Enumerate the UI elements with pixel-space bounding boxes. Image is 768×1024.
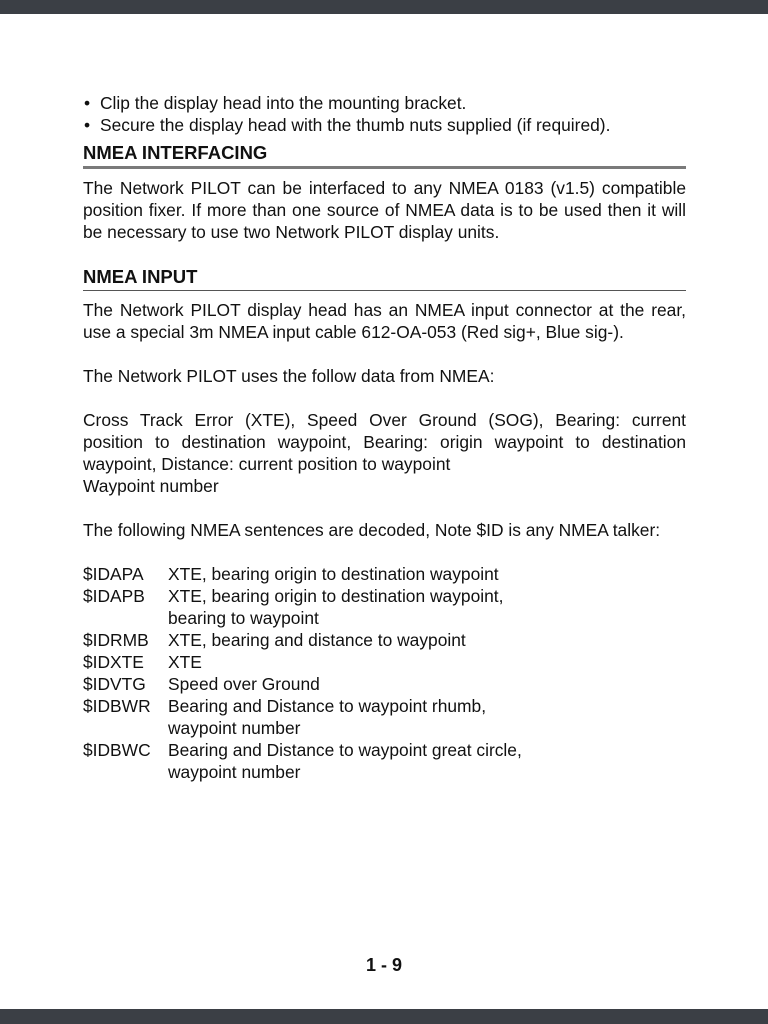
section-heading-nmea-input: NMEA INPUT	[83, 266, 686, 291]
bottom-bar	[0, 1009, 768, 1024]
sentence-description-line: Bearing and Distance to waypoint great circle,	[168, 740, 522, 760]
sentence-description	[168, 585, 686, 629]
sentence-row	[83, 651, 686, 673]
sentence-description	[168, 673, 686, 695]
sentence-code: $IDBWR	[83, 696, 151, 716]
sentence-description-line: waypoint number	[168, 718, 301, 738]
sentence-description	[168, 651, 686, 673]
bullet-item: • Secure the display head with the thumb nuts supplied (if required).	[83, 114, 686, 136]
sentence-description-line: bearing to waypoint	[168, 608, 319, 628]
section-heading-nmea-interfacing: NMEA INTERFACING	[83, 142, 686, 169]
data-list-text: Cross Track Error (XTE), Speed Over Ground (SOG), Bearing: current position to destination waypoint, Bearing: origin waypoint to destination waypoint, Distance: current position to waypoint	[83, 410, 686, 474]
sentence-row	[83, 695, 686, 739]
sentence-code: $IDXTE	[83, 652, 144, 672]
sentence-description-line: XTE, bearing origin to destination waypoint,	[168, 586, 504, 606]
sentence-table	[83, 563, 686, 783]
sentence-description-line: waypoint number	[168, 762, 301, 782]
sentence-description	[168, 629, 686, 651]
sentence-row	[83, 673, 686, 695]
sentence-code: $IDAPA	[83, 564, 144, 584]
sentence-description-line: XTE	[168, 652, 202, 672]
sentence-row	[83, 563, 686, 585]
document-page	[83, 92, 686, 783]
sentence-row	[83, 739, 686, 783]
page-number: 1 - 9	[365, 955, 403, 975]
bullet-item: • Clip the display head into the mounting bracket.	[83, 92, 686, 114]
data-intro-paragraph: The Network PILOT uses the follow data from NMEA:	[83, 366, 495, 386]
sentence-description	[168, 563, 686, 585]
sentences-intro-paragraph: The following NMEA sentences are decoded, Note $ID is any NMEA talker:	[83, 520, 661, 540]
bullet-list	[83, 92, 686, 136]
sentence-description	[168, 739, 686, 783]
data-list-paragraph	[83, 409, 686, 497]
sentence-description-line: Bearing and Distance to waypoint rhumb,	[168, 696, 487, 716]
top-bar	[0, 0, 768, 14]
sentence-description-line: Speed over Ground	[168, 674, 320, 694]
sentence-row	[83, 585, 686, 629]
input-paragraph: The Network PILOT display head has an NMEA input connector at the rear, use a special 3m NMEA input cable 612-OA-053 (Red sig+, Blue sig-).	[83, 300, 686, 342]
data-list-text-waypoint: Waypoint number	[83, 476, 219, 496]
sentence-description-line: XTE, bearing and distance to waypoint	[168, 630, 466, 650]
sentence-code: $IDVTG	[83, 674, 146, 694]
sentence-row	[83, 629, 686, 651]
sentence-code: $IDBWC	[83, 740, 151, 760]
interfacing-paragraph: The Network PILOT can be interfaced to any NMEA 0183 (v1.5) compatible position fixer. If more than one source of NMEA data is to be used then it will be necessary to use two Network PILOT display units.	[83, 178, 686, 242]
sentence-code: $IDAPB	[83, 586, 145, 606]
sentence-description-line: XTE, bearing origin to destination waypoint	[168, 564, 499, 584]
sentence-description	[168, 695, 686, 739]
sentence-code: $IDRMB	[83, 630, 149, 650]
